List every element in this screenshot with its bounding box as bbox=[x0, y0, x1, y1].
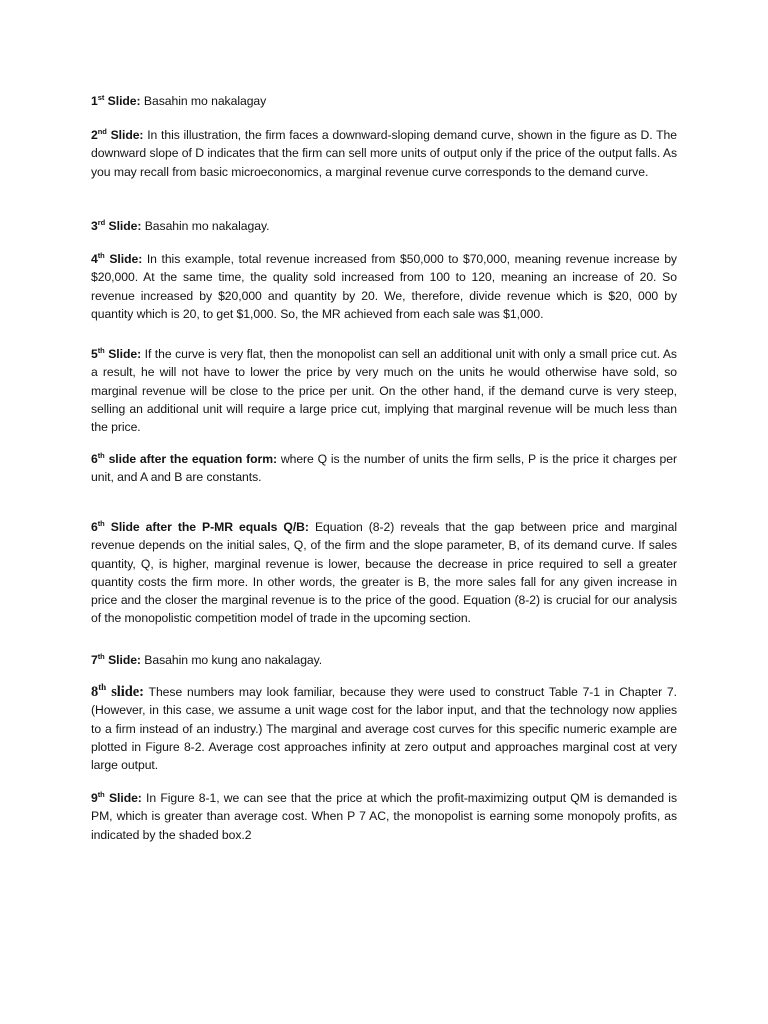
paragraph-slide-3 bbox=[91, 217, 677, 235]
paragraph-slide-9 bbox=[91, 789, 677, 844]
paragraph-slide-7 bbox=[91, 651, 677, 669]
paragraph-slide-5 bbox=[91, 345, 677, 436]
paragraph-label: 8th slide: bbox=[91, 682, 144, 700]
paragraph-label: 6th Slide after the P-MR equals Q/B: bbox=[91, 518, 309, 534]
paragraph-label: 7th Slide: bbox=[91, 651, 141, 667]
paragraph-label: 1st Slide: bbox=[91, 92, 141, 108]
paragraph-text: If the curve is very flat, then the monopolist can sell an additional unit with only a small price cut. As a result, he will not have to lower the price by very much on the units he would otherwise have sold, so marginal revenue will be close to the price per unit. On the other hand, if the demand curve is very steep, selling an additional unit will require a large price cut, implying that marginal revenue will be much less than the price. bbox=[91, 347, 677, 435]
paragraph-slide-4 bbox=[91, 250, 677, 323]
paragraph-text: In Figure 8-1, we can see that the price at which the profit-maximizing output QM is demanded is PM, which is greater than average cost. When P 7 AC, the monopolist is earning some monopoly profits, as indicated by the shaded box.2 bbox=[91, 791, 677, 842]
paragraph-text: Basahin mo nakalagay. bbox=[144, 219, 270, 233]
paragraph-label: 6th slide after the equation form: bbox=[91, 450, 277, 466]
paragraph-slide-8 bbox=[91, 683, 677, 774]
paragraph-text: Basahin mo kung ano nakalagay. bbox=[144, 653, 323, 667]
paragraph-text: Equation (8-2) reveals that the gap between price and marginal revenue depends on the initial sales, Q, of the firm and the slope parameter, B, of its demand curve. If sales quantity, Q, is higher, marginal revenue is lower, because the decrease in price required to sell a greater quantity costs the firm more. In other words, the greater is B, the more sales fall for any given increase in price and the closer the marginal revenue is to the price of the good. Equation (8-2) is crucial for our analysis of the monopolistic competition model of trade in the upcoming section. bbox=[91, 520, 677, 626]
paragraph-slide-6-p-mr bbox=[91, 518, 677, 628]
paragraph-slide-6-equation-form bbox=[91, 450, 677, 487]
paragraph-label: 5th Slide: bbox=[91, 345, 142, 361]
paragraph-text: Basahin mo nakalagay bbox=[143, 94, 267, 108]
paragraph-text: In this illustration, the firm faces a downward-sloping demand curve, shown in the figure as D. The downward slope of D indicates that the firm can sell more units of output only if the price of the output falls. As you may recall from basic microeconomics, a marginal revenue curve corresponds to the demand curve. bbox=[91, 128, 677, 179]
paragraph-text: These numbers may look familiar, because they were used to construct Table 7-1 in Chapter 7. (However, in this case, we assume a unit wage cost for the labor input, and that the technology now applies to a firm instead of an industry.) The marginal and average cost curves for this specific numeric example are plotted in Figure 8-2. Average cost approaches infinity at zero output and approaches marginal cost at very large output. bbox=[91, 685, 677, 773]
paragraph-text: In this example, total revenue increased from $50,000 to $70,000, meaning revenue increase by $20,000. At the same time, the quality sold increased from 100 to 120, meaning an increase of 20. So revenue increased by $20,000 and quantity by 20. We, therefore, divide revenue which is $20, 000 by quantity which is 20, to get $1,000. So, the MR achieved from each sale was $1,000. bbox=[91, 252, 677, 321]
paragraph-slide-1 bbox=[91, 92, 677, 110]
paragraph-text: where Q is the number of units the firm sells, P is the price it charges per unit, and A and B are constants. bbox=[91, 452, 677, 485]
paragraph-label: 4th Slide: bbox=[91, 250, 143, 266]
paragraph-label: 9th Slide: bbox=[91, 789, 142, 805]
paragraph-slide-2 bbox=[91, 126, 677, 181]
paragraph-label: 3rd Slide: bbox=[91, 217, 142, 233]
paragraph-label: 2nd Slide: bbox=[91, 126, 144, 142]
